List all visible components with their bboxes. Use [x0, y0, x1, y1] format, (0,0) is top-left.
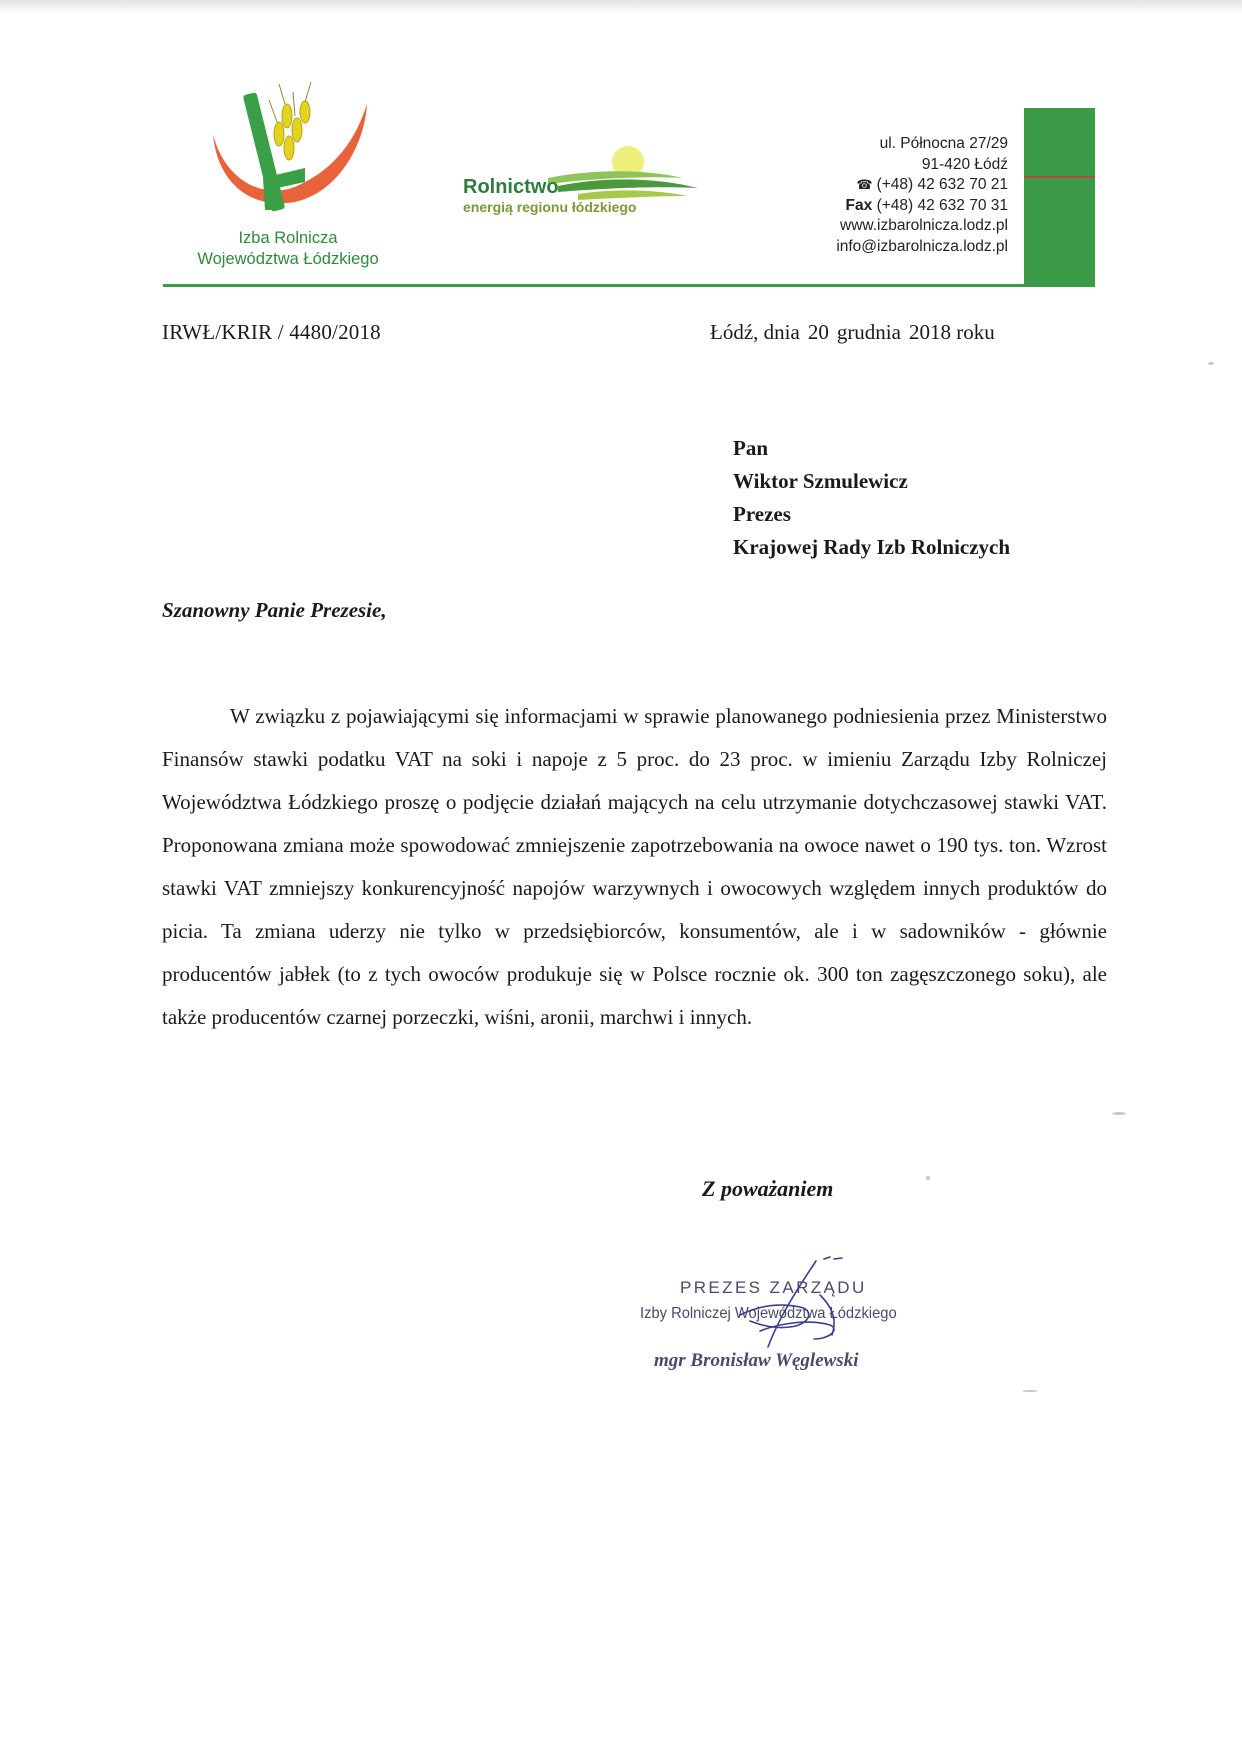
scan-speck	[926, 1176, 930, 1180]
scan-shadow	[0, 0, 1242, 14]
organization-name: Izba Rolnicza Województwa Łódzkiego	[197, 229, 379, 268]
campaign-subtitle: energią regionu łódzkiego	[463, 199, 637, 215]
closing-phrase: Z poważaniem	[702, 1176, 834, 1201]
scan-speck	[1208, 362, 1214, 365]
contact-phone: ☎ (+48) 42 632 70 21	[700, 175, 1008, 196]
wheat-logo-icon	[205, 82, 375, 222]
contact-email[interactable]: info@izbarolnicza.lodz.pl	[836, 237, 1008, 255]
contact-website[interactable]: www.izbarolnicza.lodz.pl	[840, 217, 1008, 234]
reference-number: IRWŁ/KRIR / 4480/2018	[162, 320, 381, 344]
contact-city: 91-420 Łódź	[921, 155, 1008, 173]
stamp-title: PREZES ZARZĄDU	[680, 1278, 867, 1297]
phone-icon: ☎	[856, 177, 873, 192]
scan-speck	[1022, 1390, 1038, 1392]
letterhead-divider	[163, 284, 1095, 287]
letterhead-green-bar	[1024, 108, 1095, 286]
signatory-name: mgr Bronisław Węglewski	[654, 1350, 859, 1371]
recipient-block	[733, 432, 1010, 564]
handwritten-signature	[720, 1255, 880, 1365]
salutation: Szanowny Panie Prezesie,	[162, 598, 387, 622]
contact-fax: Fax (+48) 42 632 70 31	[845, 196, 1008, 214]
scan-speck	[1112, 1112, 1126, 1115]
stamp-organization: Izby Rolniczej Województwa Łódzkiego	[640, 1305, 897, 1322]
letterhead-bar-mark	[1024, 176, 1095, 178]
campaign-title: Rolnictwo	[463, 176, 559, 198]
recipient-organization: Krajowej Rady Izb Rolniczych	[733, 535, 1011, 559]
recipient-name: Wiktor Szmulewicz	[733, 469, 908, 493]
recipient-title: Prezes	[733, 502, 791, 526]
letter-date: Łódź, dnia 20 grudnia 2018 roku	[710, 320, 995, 344]
contact-block	[700, 134, 1008, 257]
letter-body: W związku z pojawiającymi się informacjami w sprawie planowanego podniesienia przez Ministerstwo Finansów stawki podatku VAT na soki i napoje z 5 proc. do 23 proc. w imieniu Zarządu Izby Rolniczej Województwa Łódzkiego proszę o podjęcie działań mających na celu utrzymanie dotychczasowej stawki VAT. Proponowana zmiana może spowodować zmniejszenie zapotrzebowania na owoce nawet o 190 tys. ton. Wzrost stawki VAT zmniejszy konkurencyjność napojów warzywnych i owocowych względem innych produktów do picia. Ta zmiana uderzy nie tylko w przedsiębiorców, konsumentów, ale i w sadowników - głównie producentów jabłek (to z tych owoców produkuje się w Polsce rocznie ok. 300 ton zagęszczonego soku), ale także producentów czarnej porzeczki, wiśni, aronii, marchwi i innych.	[162, 704, 1107, 1029]
contact-street: ul. Północna 27/29	[879, 135, 1008, 152]
recipient-line: Pan	[733, 436, 769, 460]
